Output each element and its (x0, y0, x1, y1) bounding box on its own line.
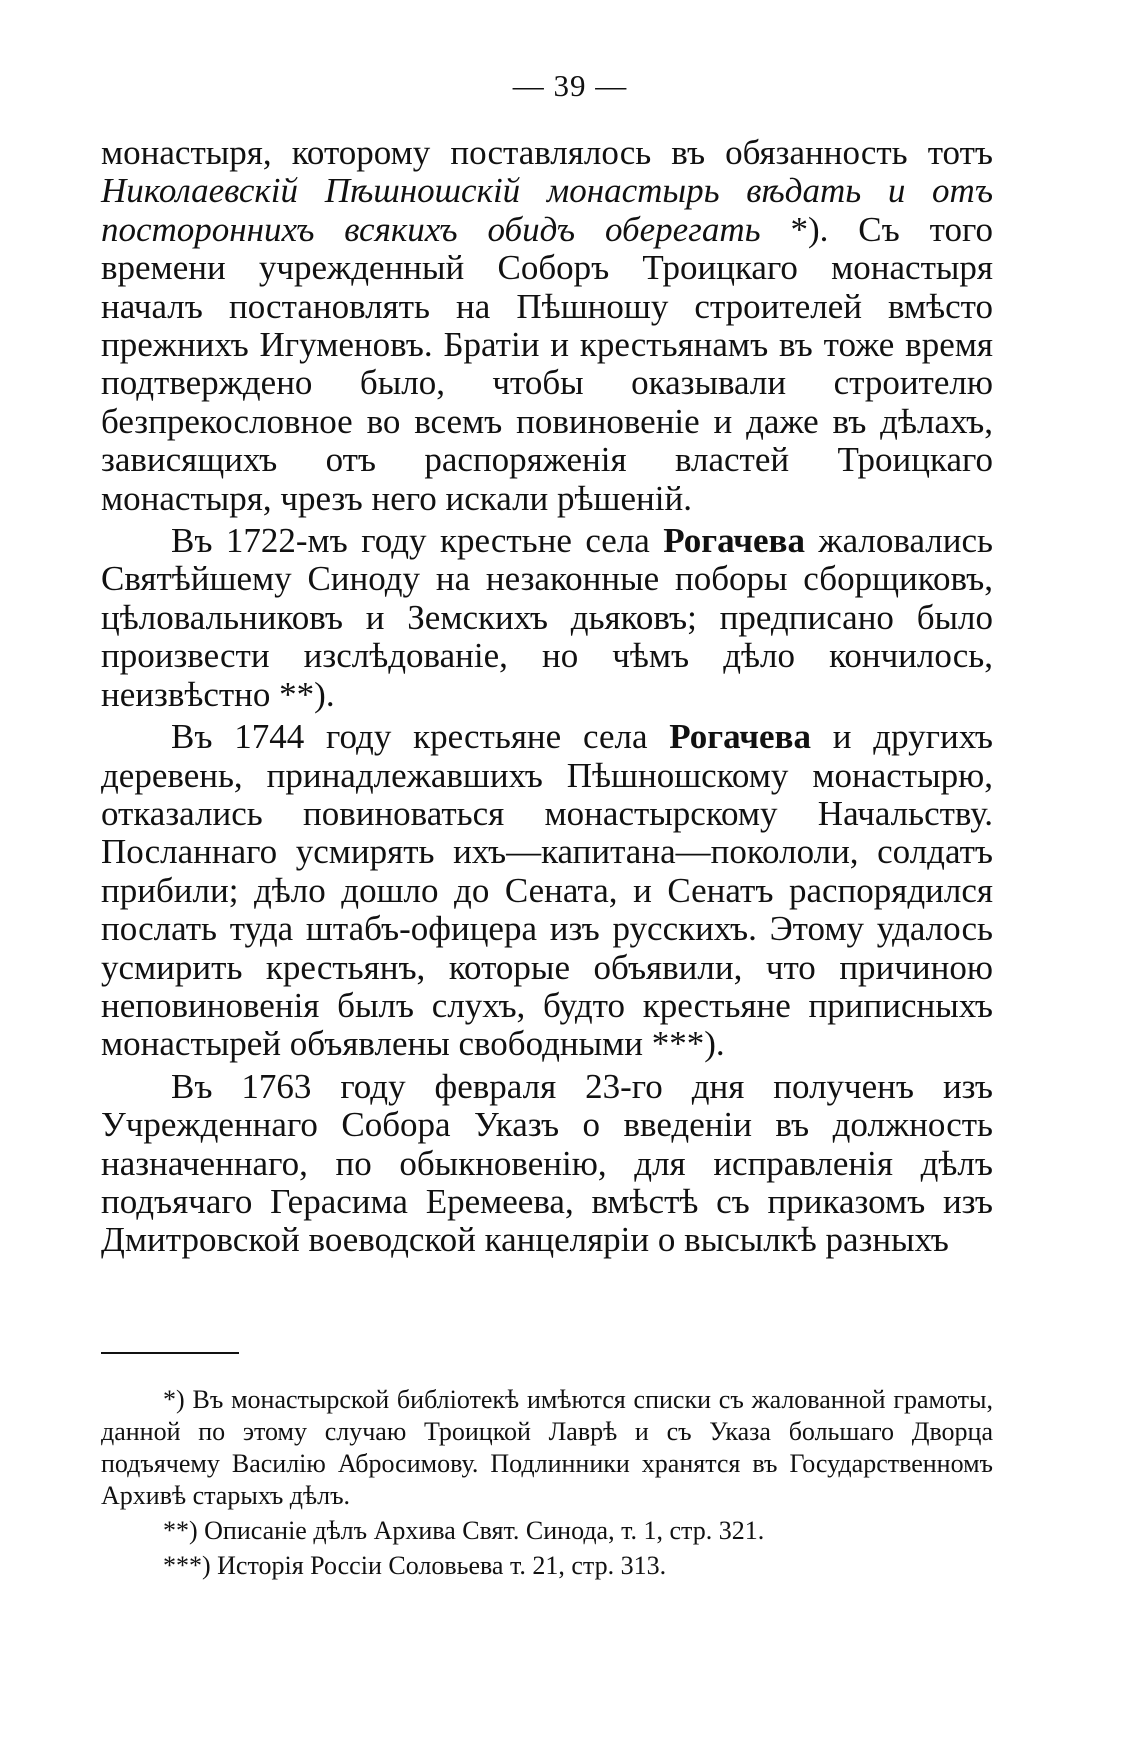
paragraph-2-text-start: Въ 1722-мъ году крестьне села (171, 521, 664, 561)
paragraph-1 (101, 134, 993, 518)
paragraph-4 (101, 1068, 993, 1260)
paragraph-4-text: Въ 1763 году февраля 23-го дня полученъ изъ Учрежденнаго Собора Указъ о введеніи въ должность назначеннаго, по обыкновенію, для исправленія дѣлъ подъячаго Герасима Еремеева, вмѣстѣ съ приказомъ изъ Дмитровской воеводской канцеляріи о высылкѣ разныхъ (101, 1066, 993, 1260)
paragraph-1-text-start: монастыря, которому поставлялось въ обязанность тотъ (101, 133, 993, 172)
paragraph-3-text-start: Въ 1744 году крестьяне села (171, 717, 670, 757)
footnotes (101, 1384, 993, 1585)
footnote-3: ***) Исторія Россіи Соловьева т. 21, стр. 313. (163, 1551, 667, 1580)
paragraph-3 (101, 718, 993, 1064)
paragraph-2 (101, 522, 993, 714)
main-text (101, 134, 993, 1260)
paragraph-2-bold-place: Рогачева (663, 521, 805, 561)
paragraph-1-italic-quote: Николаевскій Пѣшношскій монастырь вѣдать и отъ постороннихъ всякихъ обидъ оберегать (101, 171, 993, 249)
footnote-separator (101, 1352, 239, 1354)
paragraph-3-text-end: и другихъ деревень, принадлежавшихъ Пѣшношскому монастырю, отказались повиноваться монастырскому Начальству. Посланнаго усмирять ихъ—капитана—покололи, солдатъ прибили; дѣло дошло до Сената, и Сенатъ распорядился послать туда штабъ-офицера изъ русскихъ. Этому удалось усмирить крестьянъ, которые объявили, что причиною неповиновенія былъ слухъ, будто крестьяне приписныхъ монастырей объявлены свободными ***). (101, 717, 993, 1064)
paragraph-1-text-end: *). Съ того времени учрежденный Соборъ Троицкаго монастыря началъ постановлять на Пѣшношу строителей вмѣсто прежнихъ Игуменовъ. Братіи и крестьянамъ въ тоже время подтверждено было, чтобы оказывали строителю безпрекословное во всемъ повиновеніе и даже въ дѣлахъ, зависящихъ отъ распоряженія властей Троицкаго монастыря, чрезъ него искали рѣшеній. (101, 209, 993, 518)
paragraph-3-bold-place: Рогачева (669, 717, 811, 757)
paragraph-2-text-end: жаловались Святѣйшему Синоду на незаконные поборы сборщиковъ, цѣловальниковъ и Земскихъ дьяковъ; предписано было произвести изслѣдованіе, но чѣмъ дѣло кончилось, неизвѣстно **). (101, 521, 993, 714)
footnote-1: *) Въ монастырской библіотекѣ имѣются списки съ жалованной грамоты, данной по этому случаю Троицкой Лаврѣ и съ Указа большаго Дворца подъячему Василію Абросимову. Подлинники хранятся въ Государственномъ Архивѣ старыхъ дѣлъ. (101, 1385, 993, 1510)
footnote-2: **) Описаніе дѣлъ Архива Свят. Синода, т. 1, стр. 321. (163, 1516, 765, 1545)
page-number: — 39 — (512, 68, 628, 103)
